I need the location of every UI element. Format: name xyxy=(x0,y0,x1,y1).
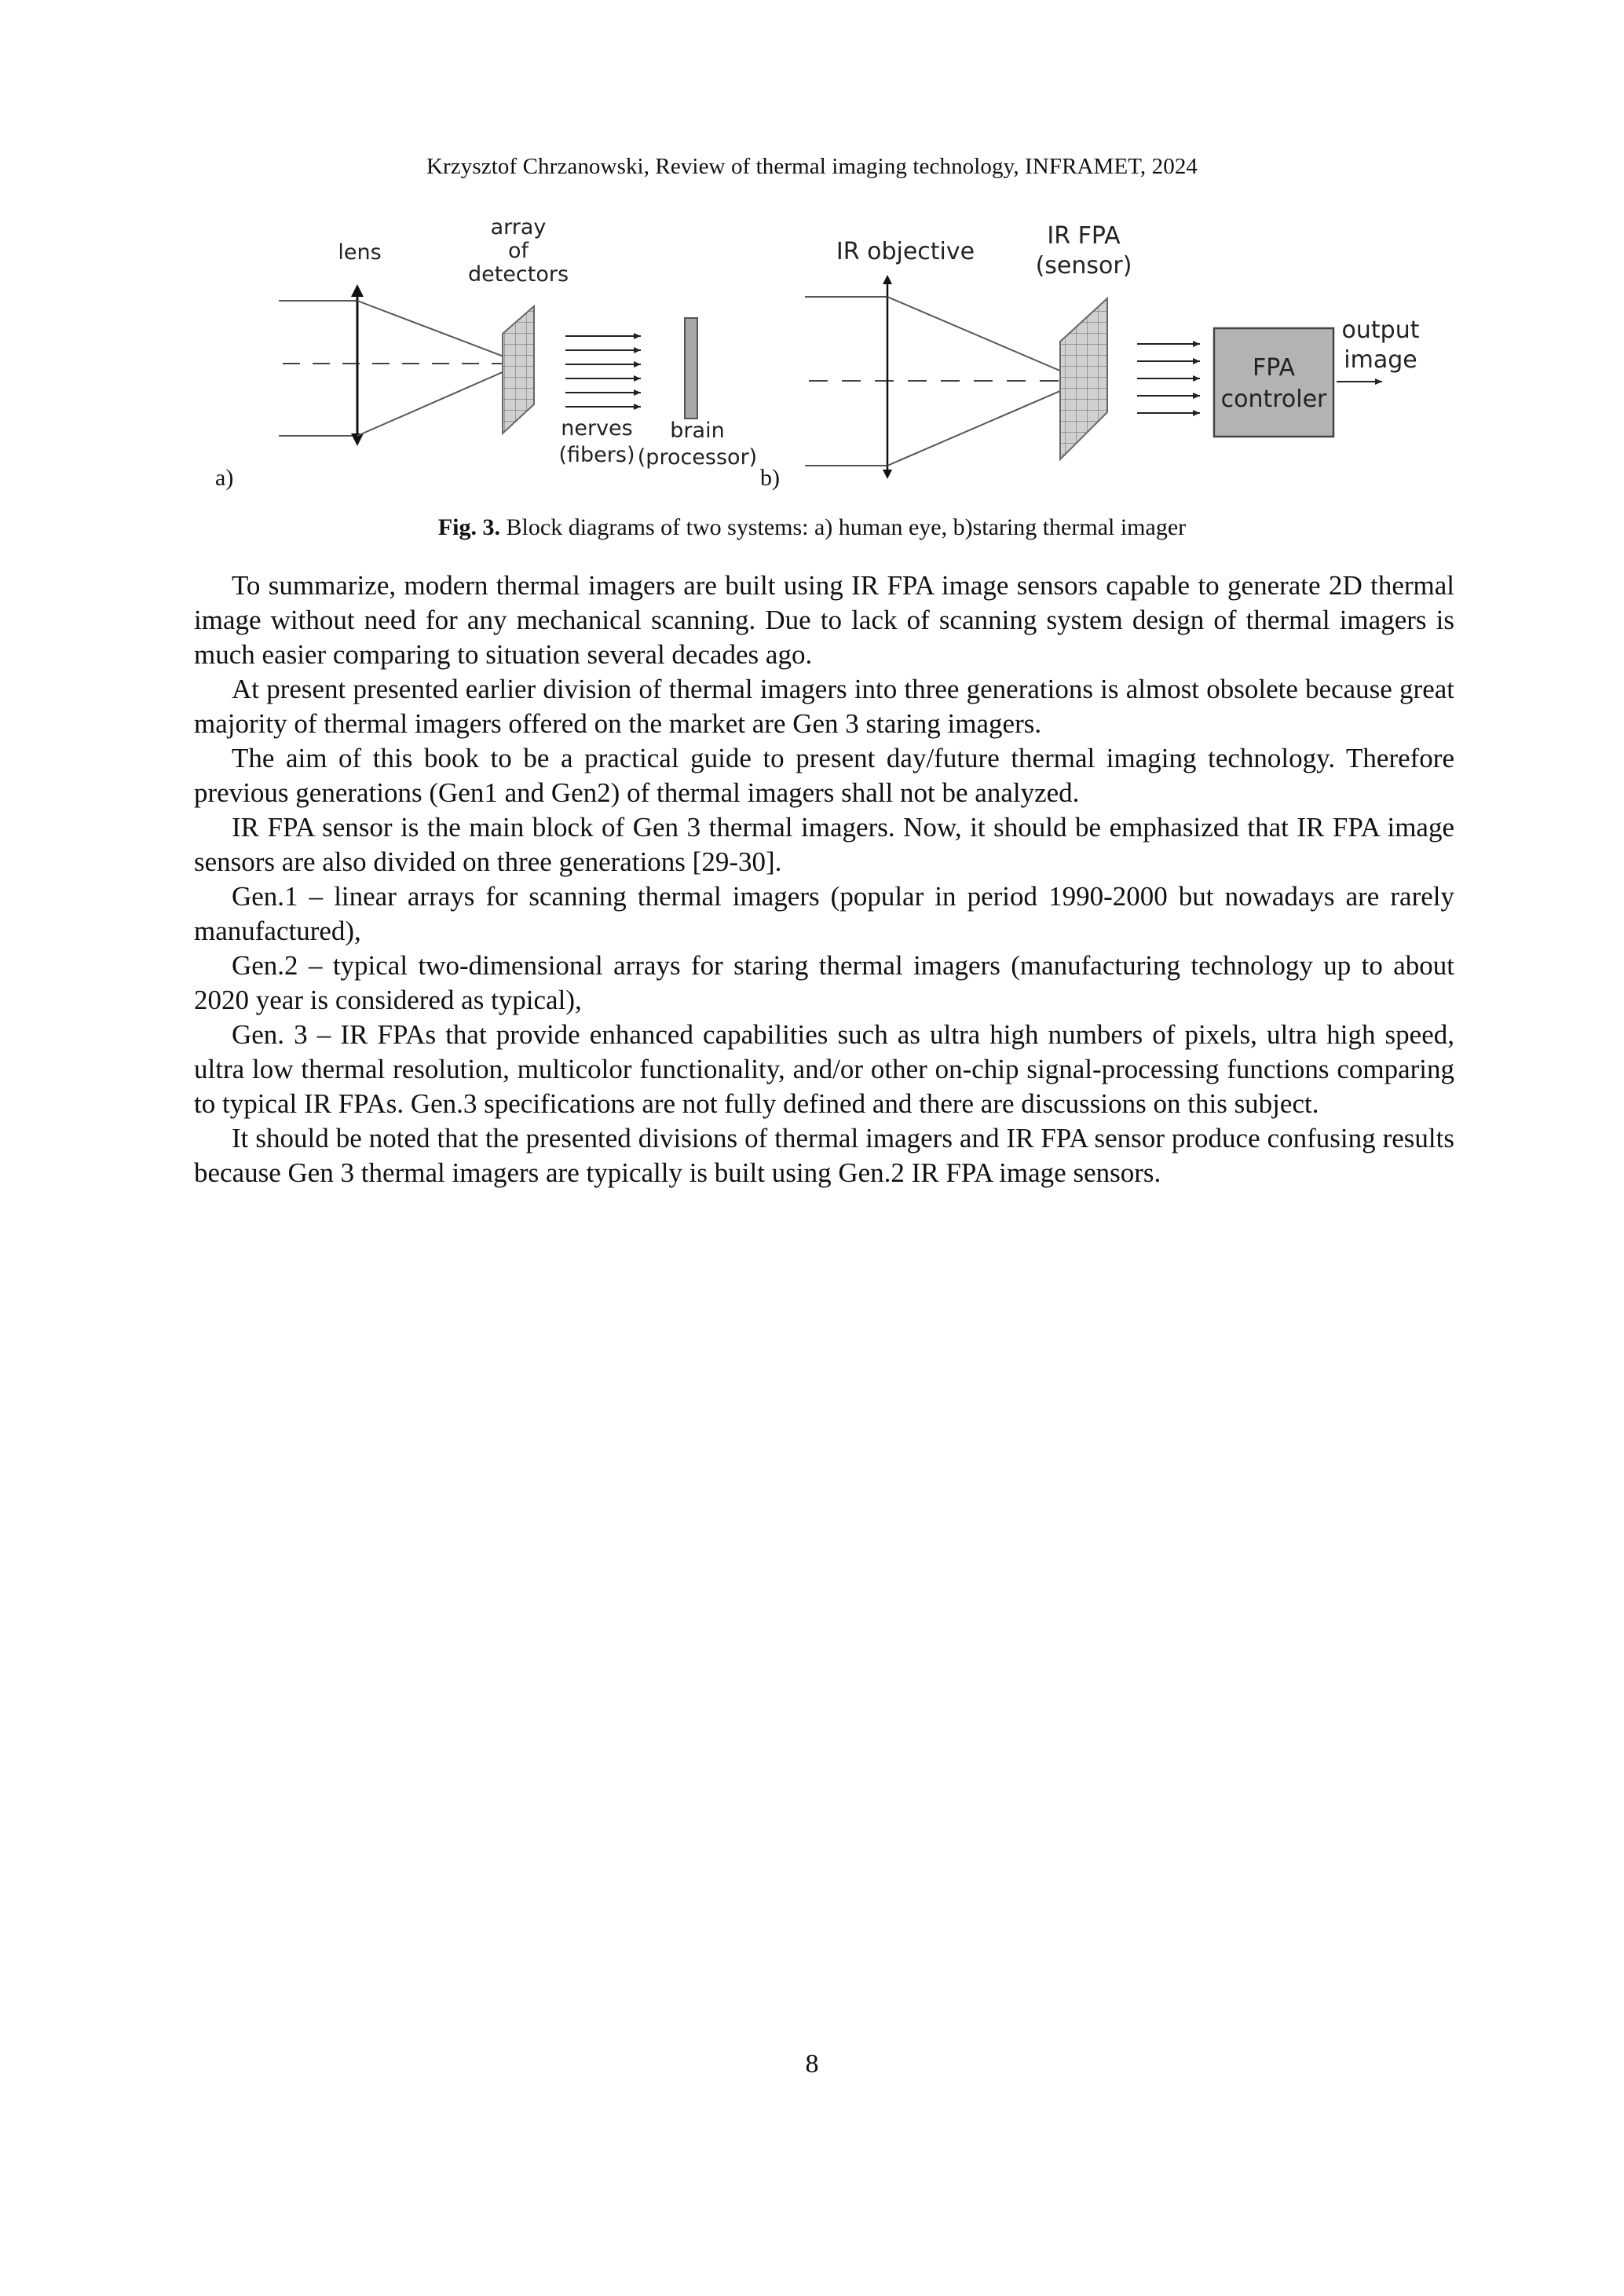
output-image-label: output xyxy=(1341,316,1420,344)
nerves-label: (fibers) xyxy=(558,443,635,467)
output-image-label: image xyxy=(1344,346,1417,374)
array-label: detectors xyxy=(467,262,569,287)
paragraph: Gen.1 – linear arrays for scanning thermal imagers (popular in period 1990-2000 but nowadays are rarely manufactured), xyxy=(194,881,1454,946)
converging-ray xyxy=(887,297,1084,381)
brain-label: (processor) xyxy=(637,445,758,470)
detector-array xyxy=(503,306,534,433)
panel-b-label: b) xyxy=(760,465,780,491)
lens-arrow-top xyxy=(351,284,364,297)
fpa-controller-label: FPA xyxy=(1253,354,1295,382)
caption-text: Block diagrams of two systems: a) human eye, b)staring thermal imager xyxy=(500,514,1187,540)
fpa-controller-label: controler xyxy=(1220,386,1327,413)
block-diagram-svg xyxy=(196,212,1453,510)
diagram-thermal-imager xyxy=(805,222,1420,479)
caption-label: Fig. 3. xyxy=(437,514,501,540)
ir-fpa-label: IR FPA xyxy=(1047,222,1121,250)
nerves-label: nerves xyxy=(561,416,633,441)
body-text xyxy=(194,569,1454,1190)
lens-label: lens xyxy=(338,240,382,265)
figure-block-diagrams xyxy=(196,212,1453,510)
diagram-human-eye xyxy=(279,215,757,470)
figure-caption xyxy=(0,514,1624,541)
ir-objective-label: IR objective xyxy=(836,238,975,265)
converging-ray xyxy=(357,364,522,436)
paragraph: At present presented earlier division of thermal imagers into three generations is almost obsolete because great majority of thermal imagers offered on the market are Gen 3 staring imagers. xyxy=(194,674,1454,739)
array-label: of xyxy=(507,239,529,263)
paragraph: The aim of this book to be a practical guide to present day/future thermal imaging technology. Therefore previous generations (Gen1 and Gen2) of thermal imagers shall not be analyzed. xyxy=(194,743,1454,808)
paragraph: IR FPA sensor is the main block of Gen 3 thermal imagers. Now, it should be emphasized that IR FPA image sensors are also divided on three generations [29-30]. xyxy=(194,812,1454,877)
brain-label: brain xyxy=(670,419,725,443)
objective-arrow-top xyxy=(883,275,892,284)
paragraph: To summarize, modern thermal imagers are built using IR FPA image sensors capable to generate 2D thermal image without need for any mechanical scanning. Due to lack of scanning system design of thermal imagers is much easier comparing to situation several decades ago. xyxy=(194,570,1454,670)
ir-fpa-label: (sensor) xyxy=(1035,252,1132,280)
paragraph: Gen. 3 – IR FPAs that provide enhanced capabilities such as ultra high numbers of pixels, ultra high speed, ultra low thermal resolution, multicolor functionality, and/or other on-chip signal-processing functions comparing to typical IR FPAs. Gen.3 specifications are not fully defined and there are discussions on this subject. xyxy=(194,1019,1454,1119)
brain-block xyxy=(685,318,697,419)
running-header: Krzysztof Chrzanowski, Review of thermal imaging technology, INFRAMET, 2024 xyxy=(426,154,1198,179)
panel-a-label: a) xyxy=(215,465,234,491)
objective-arrow-bottom xyxy=(883,470,892,479)
page-number: 8 xyxy=(805,2049,819,2078)
paragraph: Gen.2 – typical two-dimensional arrays for staring thermal imagers (manufacturing technology up to about 2020 year is considered as typical), xyxy=(194,950,1454,1015)
paragraph: It should be noted that the presented divisions of thermal imagers and IR FPA sensor produce confusing results because Gen 3 thermal imagers are typically is built using Gen.2 IR FPA image sensors. xyxy=(194,1123,1454,1188)
converging-ray xyxy=(357,301,522,364)
ir-fpa-sensor xyxy=(1060,298,1107,459)
array-label: array xyxy=(490,215,547,239)
converging-ray xyxy=(887,381,1084,466)
fpa-controller-box xyxy=(1214,328,1333,437)
